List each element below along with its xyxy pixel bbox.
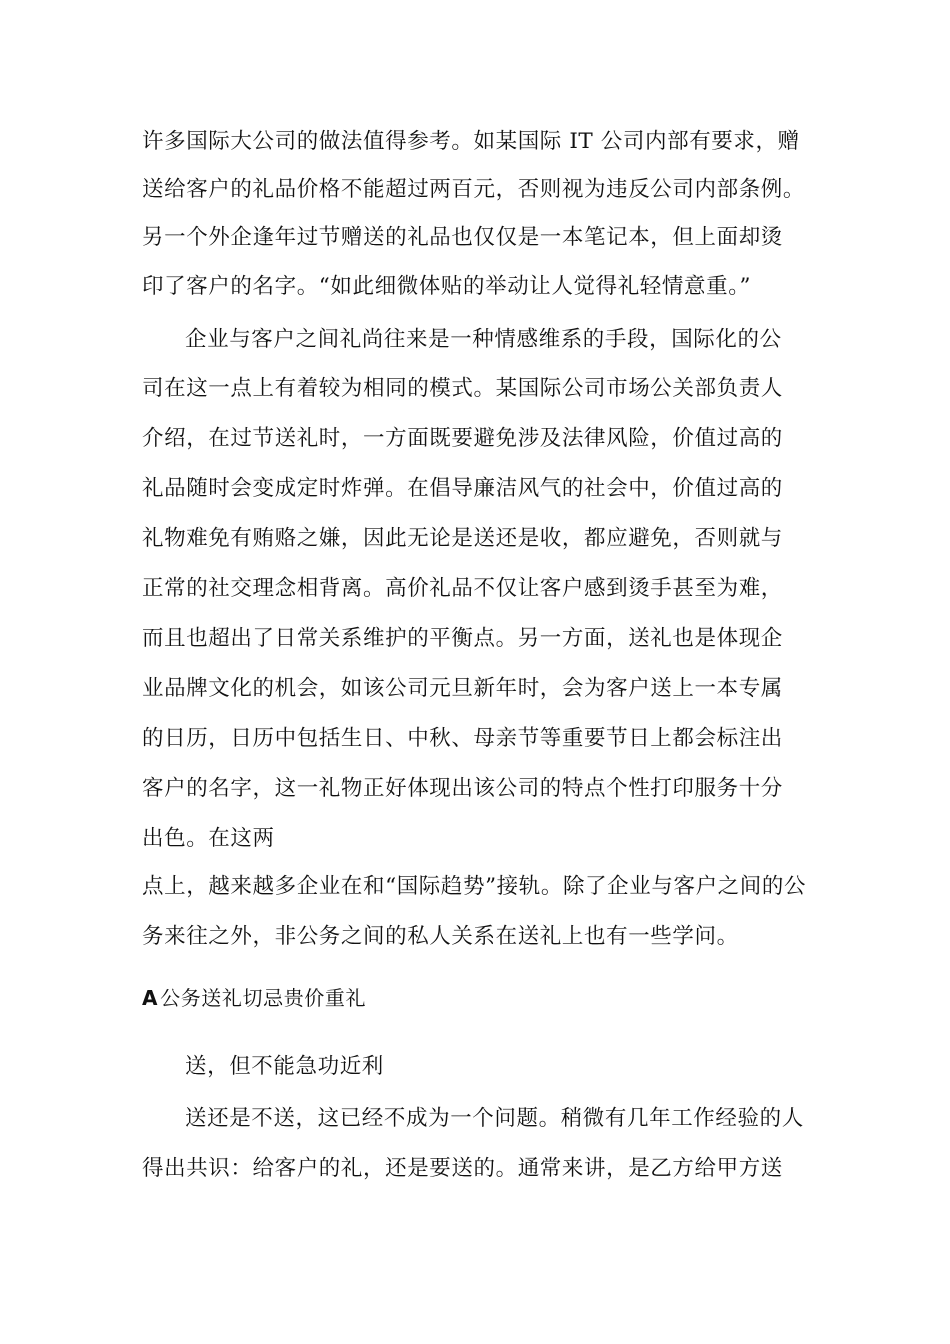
section-heading-tag: A	[142, 986, 159, 1010]
paragraph-2-line-4: 礼品随时会变成定时炸弹。在倡导廉洁风气的社会中，价值过高的	[142, 476, 783, 501]
paragraph-1-line-3: 另一个外企逢年过节赠送的礼品也仅仅是一本笔记本，但上面却烫	[142, 225, 783, 250]
paragraph-2-line-2: 司在这一点上有着较为相同的模式。某国际公司市场公关部负责人	[142, 376, 783, 401]
paragraph-2-line-5: 礼物难免有贿赂之嫌，因此无论是送还是收，都应避免，否则就与	[142, 526, 783, 551]
paragraph-2-line-11: 出色。在这两	[142, 826, 275, 851]
section-heading	[142, 983, 366, 1013]
paragraph-2-line-6: 正常的社交理念相背离。高价礼品不仅让客户感到烫手甚至为难，	[142, 576, 783, 601]
paragraph-2-line-1: 企业与客户之间礼尚往来是一种情感维系的手段，国际化的公	[185, 327, 782, 352]
paragraph-2-line-10: 客户的名字，这一礼物正好体现出该公司的特点个性打印服务十分	[142, 776, 783, 801]
paragraph-2-line-8: 业品牌文化的机会，如该公司元旦新年时，会为客户送上一本专属	[142, 676, 783, 701]
paragraph-2-line-7: 而且也超出了日常关系维护的平衡点。另一方面，送礼也是体现企	[142, 626, 783, 651]
paragraph-2-line-9: 的日历，日历中包括生日、中秋、母亲节等重要节日上都会标注出	[142, 726, 783, 751]
paragraph-3-line-2: 得出共识：给客户的礼，还是要送的。通常来讲，是乙方给甲方送	[142, 1156, 783, 1181]
paragraph-2-line-13: 务来往之外，非公务之间的私人关系在送礼上也有一些学问。	[142, 924, 739, 949]
subheading: 送，但不能急功近利	[185, 1054, 384, 1079]
section-heading-text: 公务送礼切忌贵价重礼	[160, 986, 367, 1010]
paragraph-3-line-1: 送还是不送，这已经不成为一个问题。稍微有几年工作经验的人	[185, 1106, 804, 1131]
paragraph-1-line-4: 印了客户的名字。“如此细微体贴的举动让人觉得礼轻情意重。”	[142, 274, 752, 299]
paragraph-2-line-3: 介绍，在过节送礼时，一方面既要避免涉及法律风险，价值过高的	[142, 426, 783, 451]
paragraph-2-line-12: 点上，越来越多企业在和“国际趋势”接轨。除了企业与客户之间的公	[142, 874, 807, 899]
paragraph-1-line-2: 送给客户的礼品价格不能超过两百元，否则视为违反公司内部条例。	[142, 177, 806, 202]
paragraph-1-line-1: 许多国际大公司的做法值得参考。如某国际 IT 公司内部有要求，赠	[142, 129, 800, 154]
